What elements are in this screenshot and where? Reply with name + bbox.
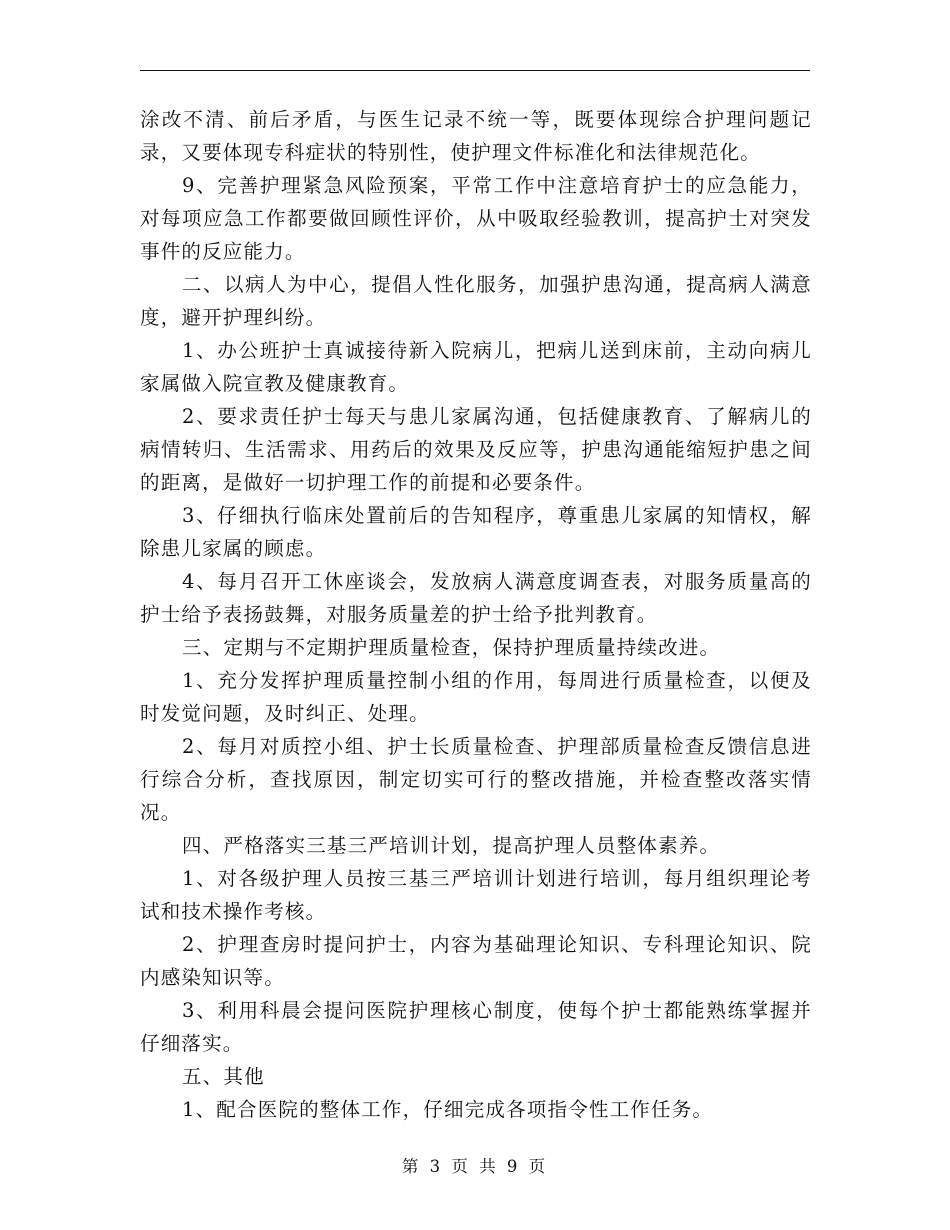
paragraph: 3、仔细执行临床处置前后的告知程序，尊重患儿家属的知情权，解除患儿家属的顾虑。 <box>140 504 812 560</box>
paragraph: 2、护理查房时提问护士，内容为基础理论知识、专科理论知识、院内感染知识等。 <box>140 933 812 989</box>
section-heading: 三、定期与不定期护理质量检查，保持护理质量持续改进。 <box>182 636 721 659</box>
page-number: 第 3 页 共 9 页 <box>401 1157 549 1176</box>
section-heading: 二、以病人为中心，提倡人性化服务，加强护患沟通，提高病人满意度，避开护理纠纷。 <box>140 273 812 329</box>
section-heading: 五、其他 <box>182 1065 265 1088</box>
paragraph: 2、要求责任护士每天与患儿家属沟通，包括健康教育、了解病儿的病情转归、生活需求、用药后的效果及反应等，护患沟通能缩短护患之间的距离，是做好一切护理工作的前提和必要条件。 <box>140 405 812 494</box>
paragraph: 1、对各级护理人员按三基三严培训计划进行培训，每月组织理论考试和技术操作考核。 <box>140 867 812 923</box>
header-rule <box>140 70 810 71</box>
paragraph: 1、办公班护士真诚接待新入院病儿，把病儿送到床前，主动向病儿家属做入院宣教及健康教育。 <box>140 339 812 395</box>
paragraph: 2、每月对质控小组、护士长质量检查、护理部质量检查反馈信息进行综合分析，查找原因，制定切实可行的整改措施，并检查整改落实情况。 <box>140 735 812 824</box>
body-text <box>140 103 812 1126</box>
paragraph: 9、完善护理紧急风险预案，平常工作中注意培育护士的应急能力，对每项应急工作都要做回顾性评价，从中吸取经验教训，提高护士对突发事件的反应能力。 <box>140 174 812 263</box>
paragraph: 3、利用科晨会提问医院护理核心制度，使每个护士都能熟练掌握并仔细落实。 <box>140 999 812 1055</box>
paragraph: 涂改不清、前后矛盾，与医生记录不统一等，既要体现综合护理问题记录，又要体现专科症状的特别性，使护理文件标准化和法律规范化。 <box>140 108 812 164</box>
paragraph: 4、每月召开工休座谈会，发放病人满意度调查表，对服务质量高的护士给予表扬鼓舞，对服务质量差的护士给予批判教育。 <box>140 570 812 626</box>
paragraph: 1、充分发挥护理质量控制小组的作用，每周进行质量检查，以便及时发觉问题，及时纠正、处理。 <box>140 669 812 725</box>
section-heading: 四、严格落实三基三严培训计划，提高护理人员整体素养。 <box>182 834 721 857</box>
paragraph: 1、配合医院的整体工作，仔细完成各项指令性工作任务。 <box>182 1098 714 1121</box>
